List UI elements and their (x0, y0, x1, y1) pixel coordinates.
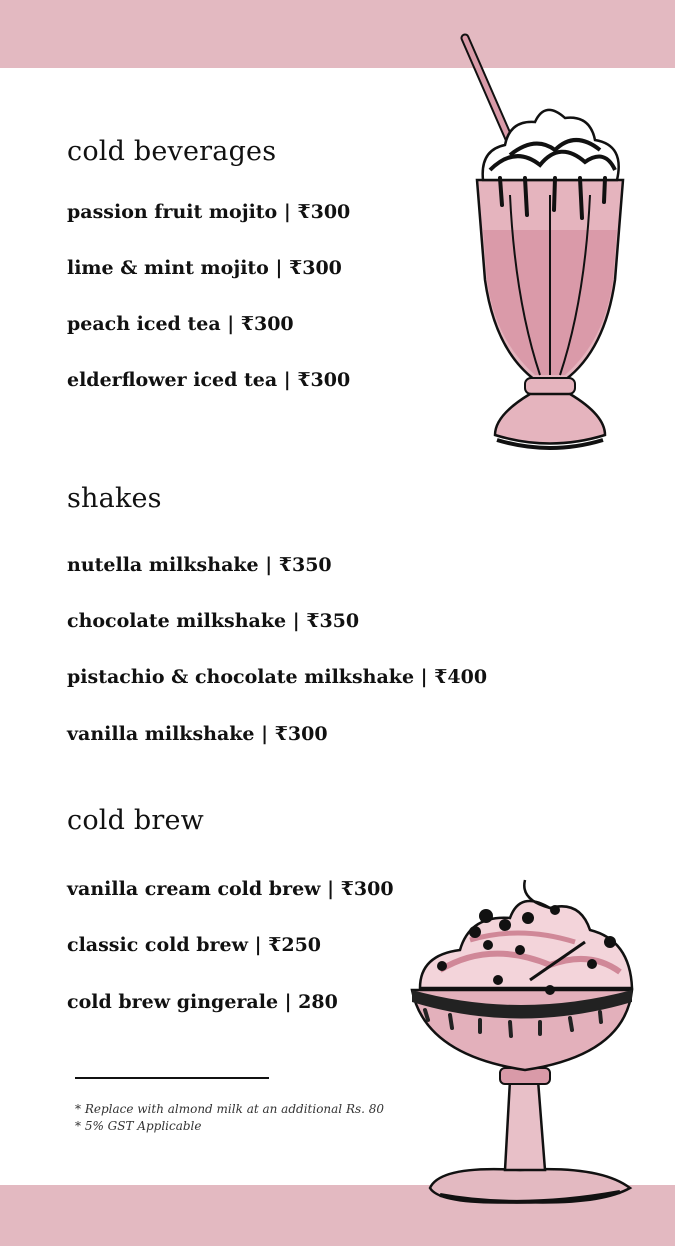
menu-item: pistachio & chocolate milkshake | ₹400 (67, 666, 488, 688)
footnote-gst: * 5% GST Applicable (75, 1119, 202, 1133)
section-title-cold-brew: cold brew (67, 805, 204, 836)
footnote-divider (75, 1077, 269, 1079)
ice-cream-sundae-illustration (400, 870, 645, 1215)
menu-item: peach iced tea | ₹300 (67, 313, 294, 335)
menu-item: classic cold brew | ₹250 (67, 934, 322, 956)
menu-item: lime & mint mojito | ₹300 (67, 257, 342, 279)
menu-item: vanilla milkshake | ₹300 (67, 723, 328, 745)
menu-item: passion fruit mojito | ₹300 (67, 201, 351, 223)
menu-item: nutella milkshake | ₹350 (67, 554, 332, 576)
milkshake-glass-illustration (455, 30, 645, 460)
menu-item: chocolate milkshake | ₹350 (67, 610, 360, 632)
footnote-almond-milk: * Replace with almond milk at an additional Rs. 80 (75, 1102, 385, 1116)
menu-item: cold brew gingerale | 280 (67, 991, 338, 1013)
menu-item: elderflower iced tea | ₹300 (67, 369, 351, 391)
section-title-cold-beverages: cold beverages (67, 136, 277, 167)
menu-item: vanilla cream cold brew | ₹300 (67, 878, 394, 900)
section-title-shakes: shakes (67, 483, 162, 514)
